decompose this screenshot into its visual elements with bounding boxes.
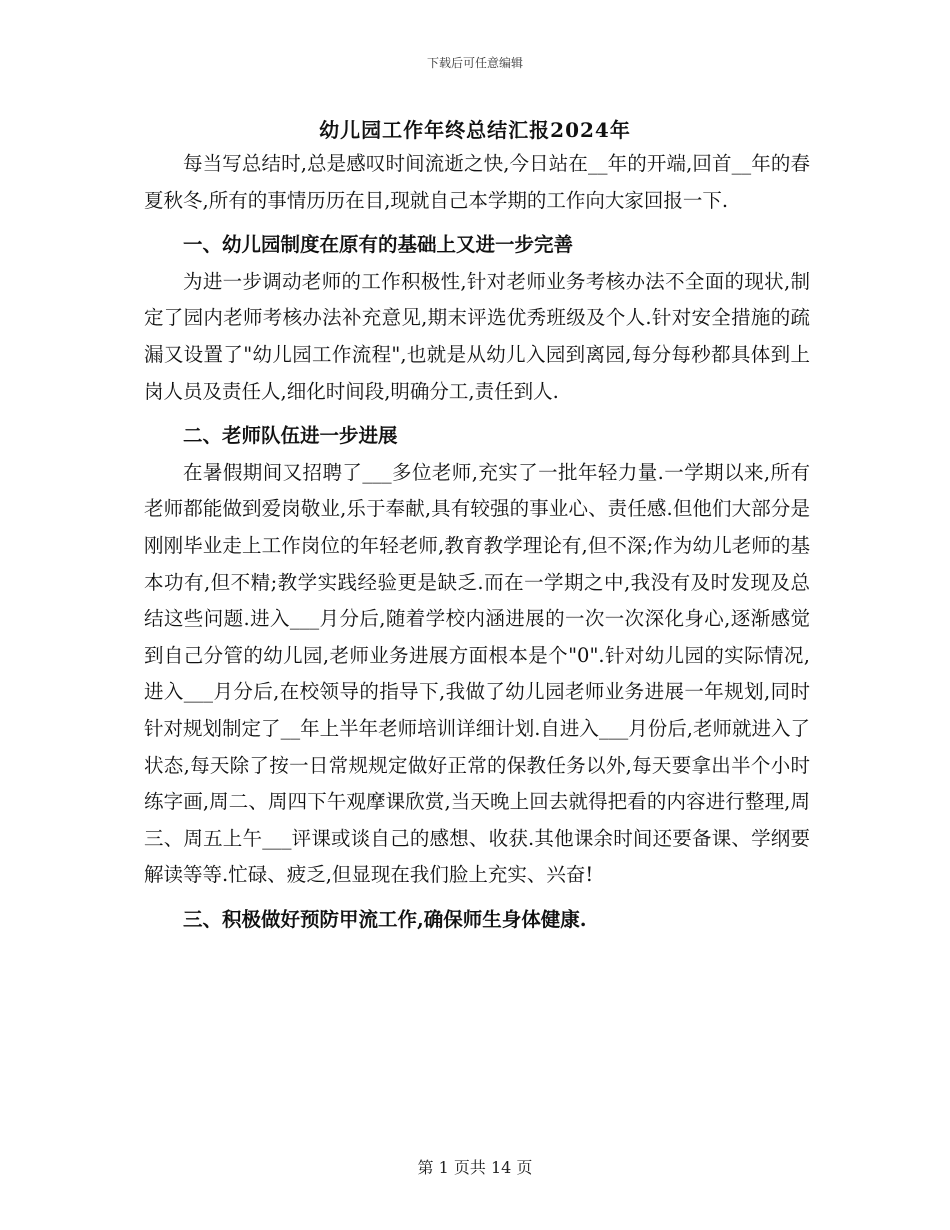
page-footer: 第 1 页共 14 页: [417, 1158, 533, 1177]
document-title: 幼儿园工作年终总结汇报2024年: [319, 118, 631, 142]
header-note: 下载后可任意编辑: [426, 56, 523, 70]
section-heading-1: 一、幼儿园制度在原有的基础上又进一步完善: [183, 233, 574, 257]
section-body-1: 为进一步调动老师的工作积极性,针对老师业务考核办法不全面的现状,制定了园内老师考核办法补充意见,期末评选优秀班级及个人.针对安全措施的疏漏又设置了"幼儿园工作流程",也就是从幼儿入园到离园,每分每秒都具体到上岗人员及责任人,细化时间段,明确分工,责任到人.: [144, 269, 810, 403]
section-heading-2: 二、老师队伍进一步进展: [183, 424, 398, 448]
section-body-2: 在暑假期间又招聘了___多位老师,充实了一批年轻力量.一学期以来,所有老师都能做到爱岗敬业,乐于奉献,具有较强的事业心、责任感.但他们大部分是刚刚毕业走上工作岗位的年轻老师,教育教学理论有,但不深;作为幼儿老师的基本功有,但不精;教学实践经验更是缺乏.而在一学期之中,我没有及时发现及总结这些问题.进入___月分后,随着学校内涵进展的一次一次深化身心,逐渐感觉到自己分管的幼儿园,老师业务进展方面根本是个"0".针对幼儿园的实际情况,进入___月分后,在校领导的指导下,我做了幼儿园老师业务进展一年规划,同时针对规划制定了__年上半年老师培训详细计划.自进入___月份后,老师就进入了状态,每天除了按一日常规规定做好正常的保教任务以外,每天要拿出半个小时练字画,周二、周四下午观摩课欣赏,当天晚上回去就得把看的内容进行整理,周三、周五上午___评课或谈自己的感想、收获.其他课余时间还要备课、学纲要解读等等.忙碌、疲乏,但显现在我们脸上充实、兴奋!: [144, 460, 810, 887]
section-heading-3: 三、积极做好预防甲流工作,确保师生身体健康.: [183, 907, 587, 931]
intro-paragraph: 每当写总结时,总是感叹时间流逝之快,今日站在__年的开端,回首__年的春夏秋冬,所有的事情历历在目,现就自己本学期的工作向大家回报一下.: [144, 152, 810, 212]
document-body: [144, 146, 810, 938]
